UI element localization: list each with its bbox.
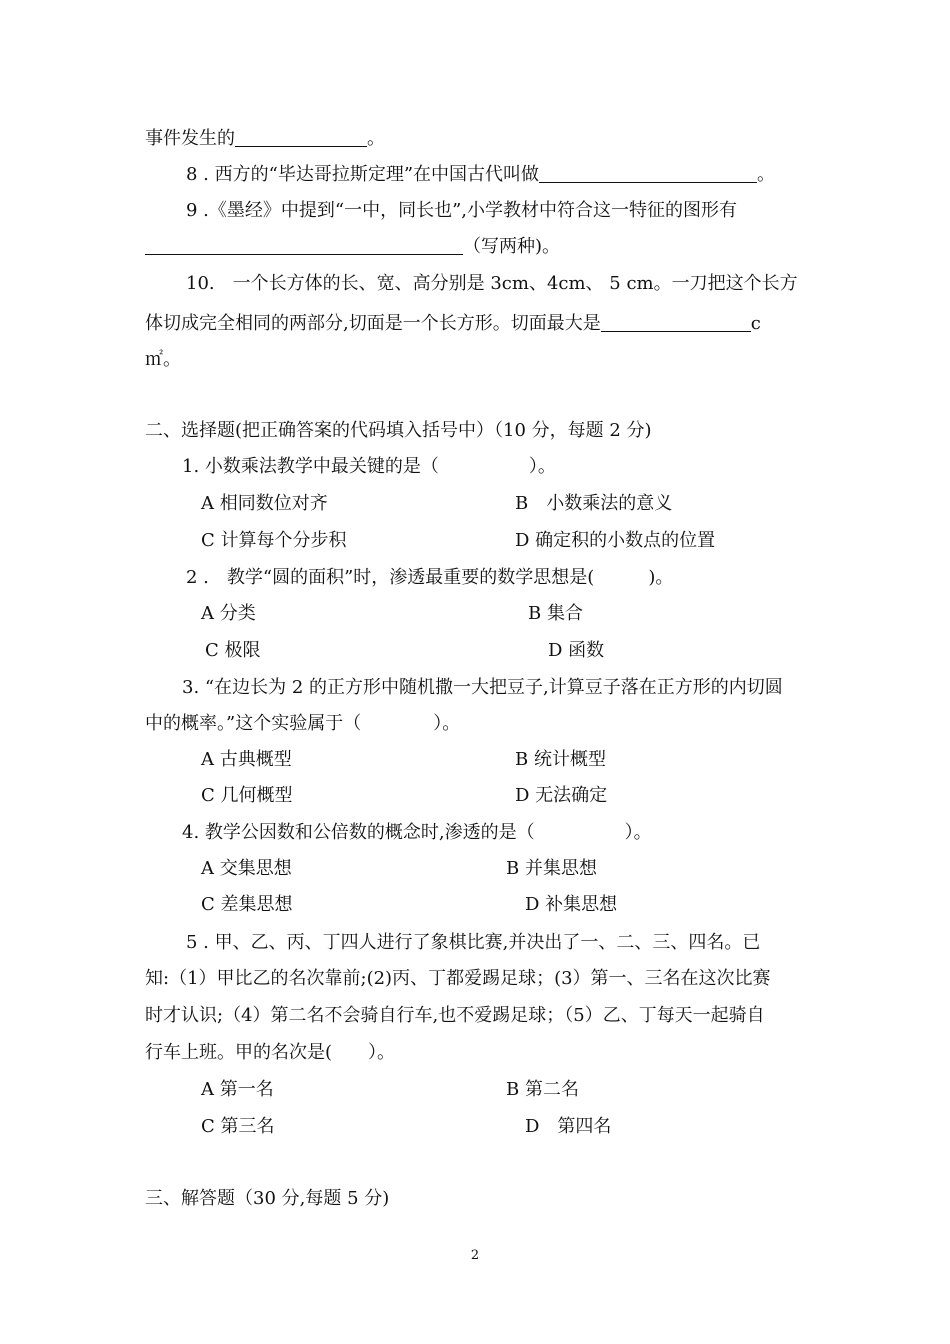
s2-q5-line4: 行车上班。甲的名次是( ）。 <box>145 1042 396 1063</box>
q8 <box>186 163 810 187</box>
s2-q1-stem: 1. 小数乘法教学中最关键的是（ ）。 <box>182 456 556 477</box>
s2-q1-option-b[interactable]: B 小数乘法的意义 <box>515 493 673 514</box>
s2-q5-line2: 知:（1）甲比乙的名次靠前;(2)丙、丁都爱踢足球；(3）第一、三名在这次比赛 <box>145 968 771 989</box>
q10-answer-blank[interactable] <box>601 313 751 332</box>
s2-q4-option-a[interactable]: A 交集思想 <box>201 858 292 879</box>
s2-q1-option-d[interactable]: D 确定积的小数点的位置 <box>515 530 716 551</box>
s2-q4-option-b[interactable]: B 并集思想 <box>506 858 597 879</box>
page-number: 2 <box>470 1248 480 1263</box>
s2-q3-option-a[interactable]: A 古典概型 <box>201 749 292 770</box>
q10-line1: 10. 一个长方体的长、宽、高分别是 3cm、4cm、 5 cm。一刀把这个长方 <box>186 273 798 294</box>
s2-q1-option-c[interactable]: C 计算每个分步积 <box>201 530 347 551</box>
q7-tail <box>145 127 810 151</box>
s2-q5-line1: 5 . 甲、乙、丙、丁四人进行了象棋比赛,并决出了一、二、三、四名。已 <box>186 932 761 953</box>
q9-line2 <box>145 235 810 259</box>
s2-q2-option-c[interactable]: C 极限 <box>205 640 261 661</box>
s2-q4-option-d[interactable]: D 补集思想 <box>525 894 618 915</box>
q10-line3: ㎡。 <box>145 349 181 370</box>
q7-end: 。 <box>367 128 385 149</box>
s2-q4-option-c[interactable]: C 差集思想 <box>201 894 293 915</box>
q7-text: 事件发生的 <box>145 128 235 149</box>
s2-q2-option-b[interactable]: B 集合 <box>528 603 583 624</box>
s2-q3-line1: 3. “在边长为 2 的正方形中随机撒一大把豆子,计算豆子落在正方形的内切圆 <box>182 677 783 698</box>
s2-q4-stem: 4. 教学公因数和公倍数的概念时,渗透的是（ ）。 <box>182 822 652 843</box>
s2-q5-option-d[interactable]: D 第四名 <box>525 1116 612 1137</box>
s2-q2-option-d[interactable]: D 函数 <box>548 640 605 661</box>
s2-q2-stem: 2 . 教学“圆的面积”时，渗透最重要的数学思想是( )。 <box>186 567 674 588</box>
section2-heading: 二、选择题(把正确答案的代码填入括号中）（10 分，每题 2 分) <box>145 420 652 441</box>
q8-end: 。 <box>757 164 776 185</box>
s2-q3-option-d[interactable]: D 无法确定 <box>515 785 608 806</box>
q8-text: 8 . 西方的“毕达哥拉斯定理”在中国古代叫做 <box>186 164 540 185</box>
s2-q5-option-b[interactable]: B 第二名 <box>506 1079 579 1100</box>
s2-q3-option-b[interactable]: B 统计概型 <box>515 749 606 770</box>
q9-line1: 9 .《墨经》中提到“一中，同长也”,小学教材中符合这一特征的图形有 <box>186 200 738 221</box>
q7-answer-blank[interactable] <box>235 128 367 147</box>
q10-line2 <box>145 312 810 336</box>
q10-unit: c <box>750 313 761 334</box>
q8-answer-blank[interactable] <box>539 164 757 183</box>
s2-q5-option-a[interactable]: A 第一名 <box>201 1079 274 1100</box>
s2-q2-option-a[interactable]: A 分类 <box>201 603 256 624</box>
s2-q1-option-a[interactable]: A 相同数位对齐 <box>201 493 328 514</box>
s2-q5-option-c[interactable]: C 第三名 <box>201 1116 275 1137</box>
q9-answer-blank[interactable] <box>145 236 463 255</box>
s2-q5-line3: 时才认识;（4）第二名不会骑自行车,也不爱踢足球；（5）乙、丁每天一起骑自 <box>145 1005 765 1026</box>
s2-q3-option-c[interactable]: C 几何概型 <box>201 785 293 806</box>
section3-heading: 三、解答题（30 分,每题 5 分) <box>145 1188 390 1209</box>
q10-text: 体切成完全相同的两部分,切面是一个长方形。切面最大是 <box>145 313 601 334</box>
q9-end: （写两种)。 <box>463 236 561 257</box>
s2-q3-line2: 中的概率。”这个实验属于（ ）。 <box>145 713 461 734</box>
